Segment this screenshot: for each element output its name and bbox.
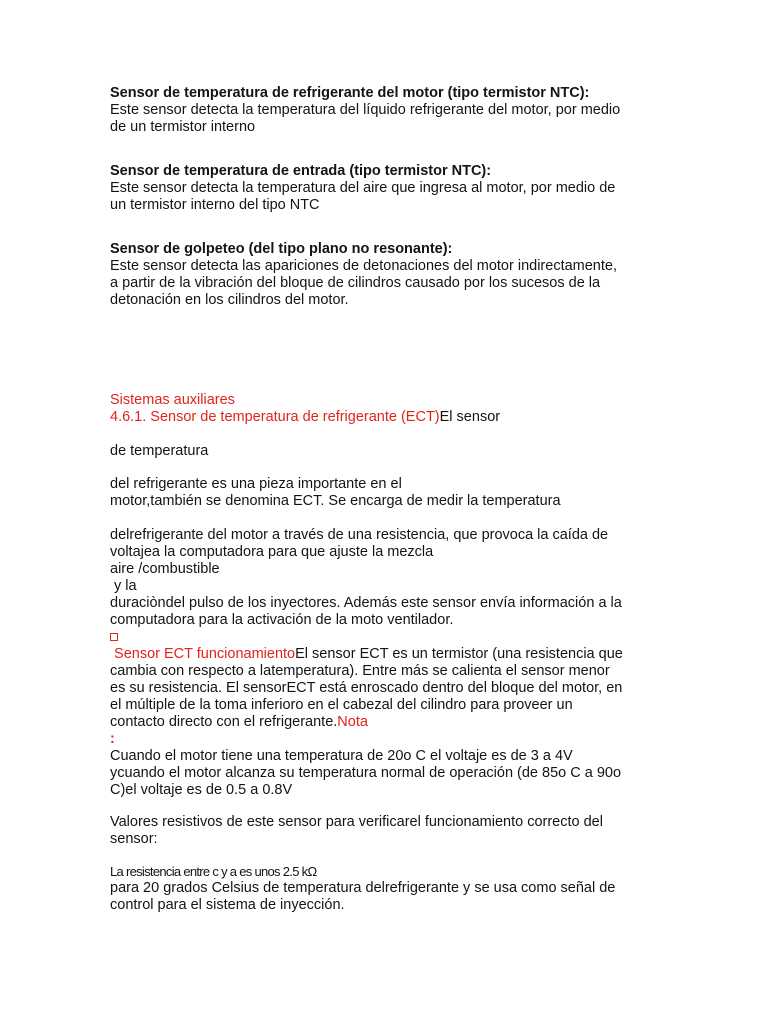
paragraph-line: detonación en los cilindros del motor. bbox=[110, 292, 349, 308]
section-intake-ntc bbox=[110, 163, 662, 214]
section-heading: Sensor de golpeteo (del tipo plano no resonante): bbox=[110, 241, 453, 257]
nota-label: Nota bbox=[337, 714, 368, 730]
paragraph-line: Cuando el motor tiene una temperatura de 20o C el voltaje es de 3 a 4V bbox=[110, 748, 573, 764]
paragraph-line: aire /combustible bbox=[110, 561, 220, 577]
paragraph-funcionamiento bbox=[110, 646, 662, 799]
paragraph-valores bbox=[110, 814, 662, 848]
section-heading: Sensor de temperatura de entrada (tipo termistor NTC): bbox=[110, 163, 492, 179]
paragraph-line bbox=[110, 714, 662, 731]
paragraph-line: es su resistencia. El sensorECT está enroscado dentro del bloque del motor, en bbox=[110, 680, 623, 696]
nota-colon: : bbox=[110, 731, 115, 747]
text-line bbox=[110, 443, 662, 460]
section-heading: Sensor de temperatura de refrigerante del motor (tipo termistor NTC): bbox=[110, 85, 590, 101]
paragraph-line: un termistor interno del tipo NTC bbox=[110, 197, 320, 213]
func-title-rest: El sensor ECT es un termistor (una resistencia que bbox=[295, 646, 623, 662]
paragraph-line: motor,también se denomina ECT. Se encarga de medir la temperatura bbox=[110, 493, 561, 509]
paragraph-line: computadora para la activación de la moto ventilador. bbox=[110, 612, 454, 628]
paragraph-line: Valores resistivos de este sensor para verificarel funcionamiento correcto del bbox=[110, 814, 603, 830]
bullet-line bbox=[110, 629, 662, 646]
paragraph-line: voltajea la computadora para que ajuste la mezcla bbox=[110, 544, 434, 560]
aux-subtitle bbox=[110, 409, 662, 426]
paragraph-line: para 20 grados Celsius de temperatura delrefrigerante y se usa como señal de bbox=[110, 880, 616, 896]
func-last: contacto directo con el refrigerante. bbox=[110, 714, 338, 730]
paragraph-line bbox=[110, 646, 662, 663]
aux-systems-title-block bbox=[110, 392, 662, 426]
section-knock-sensor bbox=[110, 241, 662, 309]
paragraph-line: de temperatura bbox=[110, 443, 209, 459]
paragraph-line: C)el voltaje es de 0.5 a 0.8V bbox=[110, 782, 293, 798]
aux-subtitle-rest: El sensor bbox=[439, 409, 501, 425]
paragraph-line: ycuando el motor alcanza su temperatura normal de operación (de 85o C a 90o bbox=[110, 765, 622, 781]
paragraph-line: sensor: bbox=[110, 831, 158, 847]
aux-subtitle-red: 4.6.1. Sensor de temperatura de refrigerante (ECT) bbox=[110, 409, 440, 425]
paragraph-resistencia bbox=[110, 527, 662, 646]
paragraph-line: Este sensor detecta la temperatura del aire que ingresa al motor, por medio de bbox=[110, 180, 616, 196]
paragraph-line: cambia con respecto a latemperatura). Entre más se calienta el sensor menor bbox=[110, 663, 610, 679]
paragraph-line: de un termistor interno bbox=[110, 119, 256, 135]
paragraph-line: a partir de la vibración del bloque de cilindros causado por los sucesos de la bbox=[110, 275, 601, 291]
paragraph-line: y la bbox=[110, 578, 137, 594]
paragraph-line: el múltiple de la toma inferioro en el cabezal del cilindro para proveer un bbox=[110, 697, 573, 713]
bullet-box-icon bbox=[110, 633, 118, 641]
paragraph-refrigerante bbox=[110, 476, 662, 510]
paragraph-line: delrefrigerante del motor a través de una resistencia, que provoca la caída de bbox=[110, 527, 609, 543]
paragraph-line: duraciòndel pulso de los inyectores. Además este sensor envía información a la bbox=[110, 595, 622, 611]
resistance-line: La resistencia entre c y a es unos 2.5 kΩ bbox=[110, 864, 317, 879]
paragraph-line: control para el sistema de inyección. bbox=[110, 897, 345, 913]
paragraph-resistencia-valor bbox=[110, 863, 662, 914]
paragraph-line: del refrigerante es una pieza importante en el bbox=[110, 476, 402, 492]
aux-title: Sistemas auxiliares bbox=[110, 392, 235, 408]
section-ect-ntc bbox=[110, 85, 662, 136]
paragraph-line: Este sensor detecta la temperatura del líquido refrigerante del motor, por medio bbox=[110, 102, 621, 118]
paragraph-line: Este sensor detecta las apariciones de detonaciones del motor indirectamente, bbox=[110, 258, 617, 274]
func-title-red: Sensor ECT funcionamiento bbox=[110, 646, 296, 662]
